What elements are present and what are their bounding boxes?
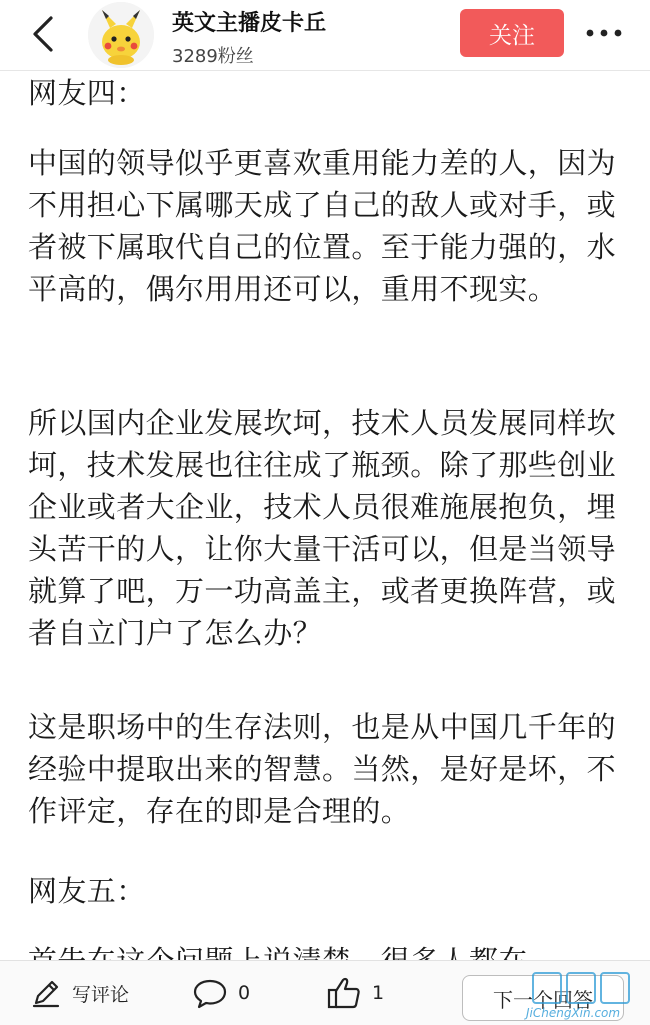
- back-button[interactable]: [26, 14, 60, 54]
- more-button[interactable]: [584, 18, 624, 48]
- paragraph-heading-5: 网友五：: [28, 874, 146, 908]
- watermark-text: JiChengXin.com: [526, 1006, 621, 1020]
- like-button[interactable]: [326, 975, 384, 1011]
- top-bar: [0, 0, 650, 71]
- thumbs-up-icon: [326, 976, 362, 1010]
- more-dots-icon: [585, 28, 623, 38]
- write-comment-button[interactable]: [30, 975, 129, 1011]
- author-name[interactable]: 英文主播皮卡丘: [172, 11, 327, 36]
- like-count: 1: [372, 982, 385, 1004]
- paragraph: 中国的领导似乎更喜欢重用能力差的人，因为不用担心下属哪天成了自己的敌人或对手，或者被下属取代自己的位置。至于能力强的，水平高的，偶尔用用还可以，重用不现实。: [28, 146, 617, 306]
- pencil-icon: [30, 977, 62, 1009]
- chevron-left-icon: [31, 15, 55, 53]
- next-answer-button[interactable]: 下一个回答: [462, 975, 624, 1021]
- paragraph: 所以国内企业发展坎坷，技术人员发展同样坎坷，技术发展也往往成了瓶颈。除了那些创业企业或者大企业，技术人员很难施展抱负，埋头苦干的人，让你大量干活可以，但是当领导就算了吧，万一功高盖主，或者更换阵营，或者自立门户了怎么办？: [28, 406, 617, 650]
- comment-count: 0: [238, 982, 251, 1004]
- paragraph: 这是职场中的生存法则，也是从中国几千年的经验中提取出来的智慧。当然，是好是坏，不作评定，存在的即是合理的。: [28, 710, 617, 828]
- comments-button[interactable]: [192, 975, 250, 1011]
- fans-count: 3289粉丝: [172, 46, 254, 67]
- write-comment-label: 写评论: [72, 983, 130, 1006]
- avatar[interactable]: [88, 2, 154, 68]
- comment-bubble-icon: [192, 977, 228, 1009]
- bottom-action-bar: [0, 960, 650, 1025]
- follow-button[interactable]: 关注: [460, 9, 564, 57]
- paragraph-heading-4: 网友四：: [28, 76, 146, 110]
- answer-content: [0, 70, 650, 960]
- pikachu-avatar-icon: [88, 2, 154, 68]
